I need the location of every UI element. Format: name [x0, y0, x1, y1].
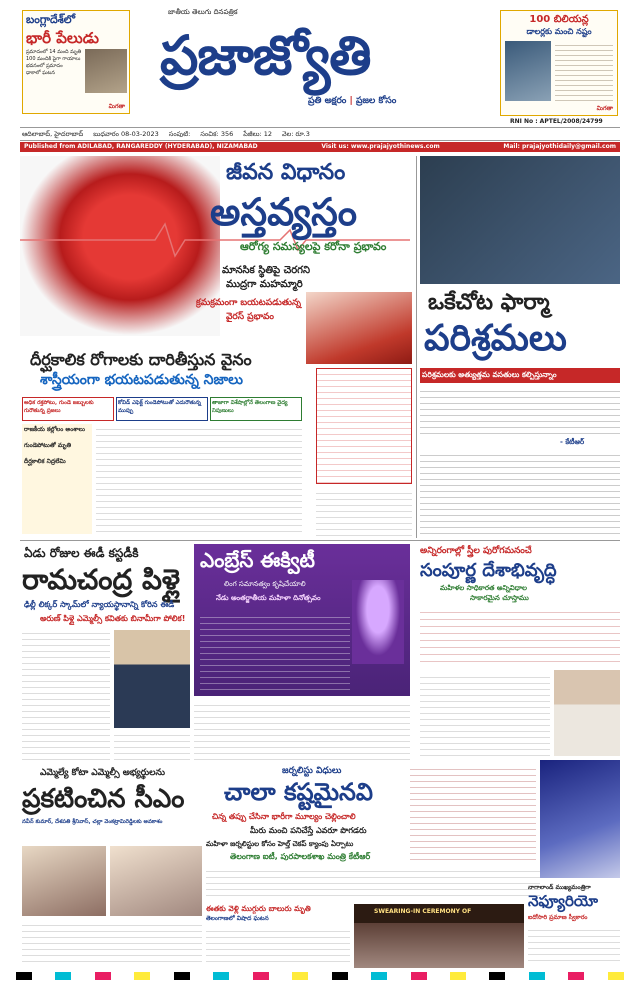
development-body — [420, 672, 550, 756]
swearing-in-photo — [354, 904, 524, 968]
more-tag[interactable]: మిగతా — [108, 103, 125, 110]
embrace-body-2 — [194, 700, 410, 760]
lead-deck-2: ముద్రగా మహమ్మారి — [226, 279, 303, 290]
left-teaser-headline: భారీ పేలుడు — [26, 29, 99, 47]
ed-subhead: ఢిల్లీ లిక్కర్ స్కామ్‌లో న్యాయస్థానాన్ని కోరిన ఈడీ — [24, 600, 175, 609]
journalists-kicker: జర్నలిస్టు విధులు — [282, 766, 342, 776]
lead-deck-4: వైరస్ ప్రభావం — [226, 312, 274, 322]
stage-banner: SWEARING-IN CEREMONY OF — [374, 908, 472, 915]
dateline-place: ఆదిలాబాద్, హైదరాబాద్ — [22, 130, 84, 138]
dateline-volume: సంపుటి: — [168, 130, 191, 138]
journalists-deck: మహిళా జర్నలిస్టుల కోసం హెల్త్ చెకప్ క్యాంపు ఏర్పాటు — [206, 840, 354, 848]
embrace-line-1: లింగ సమానత్వం కృషిచేయాలి — [224, 580, 306, 588]
published-strip — [20, 142, 620, 152]
pharma-headline[interactable]: పరిశ్రమలు — [424, 318, 567, 359]
lead-tab: తాజాగా విశేషాల్లోనే తెలంగాణ వైద్య నిపుణులు — [210, 397, 302, 421]
development-bullets — [420, 606, 620, 668]
dateline-bar — [20, 127, 620, 141]
bottom-story-2-body — [528, 925, 620, 963]
pharma-body-2 — [420, 450, 620, 536]
masthead-tagline: జాతీయ తెలుగు దినపత్రిక — [168, 8, 238, 16]
development-kicker: అన్నిరంగాల్లో స్త్రీల పురోగమనంచే — [420, 546, 532, 556]
slogan-divider: | — [349, 96, 353, 106]
bottom-story-2-sub: ఐదోసారి ప్రమాణ స్వీకారం — [528, 914, 588, 921]
embrace-headline[interactable]: ఎంబ్రేస్ ఈక్విటీ — [200, 548, 315, 572]
journalists-subhead-2: మీరు మంచి పనిచేస్తే ఎవరూ పొగడరు — [250, 826, 367, 835]
journalists-byline: తెలంగాణ ఐటీ, పురపాలకశాఖ మంత్రి కేటీఆర్ — [230, 852, 371, 861]
lead-headline[interactable]: అస్తవ్యస్తం — [210, 190, 358, 234]
journalists-right-text — [410, 764, 536, 862]
dateline-pages: పేజీలు: 12 — [243, 130, 272, 138]
right-teaser-subhead: డాలర్లకు మంచి నష్టం — [526, 27, 592, 36]
lead-deck-1: మానసిక స్థితిపై చెరగని — [222, 265, 311, 276]
pharma-quote: - కేటీఆర్ — [560, 438, 585, 446]
embrace-line-2: నేడు అంతర్జాతీయ మహిళా దినోత్సవం — [216, 594, 321, 602]
masthead-slogan — [308, 96, 396, 108]
lead-kicker: జీవన విధానం — [226, 160, 346, 185]
lead-body-text-2 — [316, 488, 412, 538]
development-subhead-2: సాకారమైన చూస్తాము — [470, 594, 529, 602]
development-subhead: మహిళల సాధికారత అన్నివిధాల — [440, 584, 528, 592]
cm-photo-2 — [110, 846, 202, 916]
masthead-title[interactable]: ప్రజాజ్యోతి — [160, 24, 371, 87]
pharma-subhead: పరిశ్రమలకు అత్యుత్తమ వసతులు కల్పిస్తున్నాం — [420, 368, 620, 383]
more-tag[interactable]: మిగతా — [596, 105, 613, 112]
rni-number: RNI No : APTEL/2008/24799 — [510, 118, 603, 125]
lead-tab: కోవిడ్ ఎఫెక్ట్‌ గుండెపోటుతో ఎదురౌతున్న ముప్పు — [116, 397, 208, 421]
journalists-body — [206, 866, 540, 900]
bottom-story-2-headline: నెఫ్యూరియో — [528, 892, 599, 910]
bottom-story-1-sub: తెలంగాణలో విషాద ఘటన — [206, 915, 269, 922]
lead-headline-3: శాస్త్రీయంగా భయటపడుతున్న నిజాలు — [40, 372, 243, 388]
woman-chest-pain-photo — [306, 292, 412, 364]
embrace-body — [200, 612, 350, 692]
pillai-photo — [114, 630, 190, 728]
ktr-stage-photo — [540, 760, 620, 878]
lead-tabs — [22, 397, 302, 421]
cm-photo-1 — [22, 846, 106, 916]
lead-sidebar-box — [316, 368, 412, 484]
left-teaser[interactable] — [22, 10, 130, 114]
journalists-subhead: చిన్న తప్పు చేసినా భారీగా మూల్యం చెల్లించాలి — [212, 812, 356, 821]
callout-item: రాజకీయ కల్లోలం అంశాలు — [24, 426, 85, 433]
published-from: Published from ADILABAD, RANGAREDDY (HYDERABAD), NIZAMABAD — [24, 143, 258, 150]
development-headline[interactable]: సంపూర్ణ దేశాభివృద్ధి — [420, 560, 557, 581]
dateline-issue: సంచిక: 356 — [200, 130, 234, 138]
right-teaser-headline: 100 బిలియన్ల — [529, 14, 589, 25]
journalists-headline[interactable]: చాలా కష్టమైనవి — [224, 778, 373, 806]
pharma-body — [420, 386, 620, 436]
lead-tab: అధిక రక్తపోటు, గుండె జబ్బులకు గురౌతున్న ప్రజలు — [22, 397, 114, 421]
slogan-right: ప్రజల కోసం — [355, 96, 397, 106]
ed-headline[interactable]: రామచంద్ర పిళ్లై — [22, 563, 180, 596]
mlc-headline[interactable]: ప్రకటించిన సీఎం — [22, 784, 185, 814]
lead-callouts — [22, 424, 92, 534]
dateline-price: వెల: రూ.3 — [282, 130, 310, 138]
mlc-body — [22, 920, 202, 964]
left-teaser-line: ప్రమాదంలో 14 మంది మృతి — [26, 49, 82, 55]
ed-deck: అరుణ్ పిళ్లై ఎమ్మెల్సీ కవితకు బినామీగా పోలిక! — [40, 614, 186, 623]
registration-marks — [0, 972, 640, 982]
section-divider — [20, 540, 620, 541]
lead-subhead: ఆరోగ్య సమస్యలపై కరోనా ప్రభావం — [240, 240, 387, 253]
right-teaser-body — [555, 41, 613, 103]
pharma-event-photo — [420, 156, 620, 284]
callout-item: దీర్ఘకాలిక నిద్రలేమి — [24, 458, 66, 465]
women-illustration — [352, 580, 404, 664]
left-teaser-line: భవనంలో ప్రమాదం — [26, 63, 63, 69]
bottom-story-1-body — [206, 926, 350, 962]
mlc-kicker: ఎమ్మెల్యే కోటా ఎమ్మెల్సీ అభ్యర్థులను — [40, 768, 165, 778]
left-teaser-line: 100 మందికి పైగా గాయాలు — [26, 56, 81, 62]
lead-deck-3: క్రమక్రమంగా బయటపడుతున్న — [196, 298, 301, 308]
bottom-story-2[interactable] — [528, 884, 620, 968]
dateline-date: బుధవారం 08-03-2023 — [93, 130, 159, 138]
ed-body — [22, 628, 110, 760]
callout-item: గుండెపోటుతో మృతి — [24, 442, 72, 449]
left-teaser-line: ఢాకాలో ఘటన — [26, 70, 55, 76]
right-teaser-photo — [505, 41, 551, 101]
lead-body-text — [96, 424, 302, 536]
lead-headline-2[interactable]: దీర్ఘకాలిక రోగాలకు దారితీస్తున వైనం — [30, 350, 252, 369]
column-divider — [416, 156, 417, 538]
slogan-left: ప్రతి అక్షరం — [308, 96, 347, 106]
bottom-story-1[interactable] — [206, 904, 350, 966]
website-link[interactable]: Visit us: www.prajajyothinews.com — [321, 143, 440, 150]
left-teaser-photo — [85, 49, 127, 93]
left-teaser-kicker: బంగ్లాదేశ్‌లో — [26, 13, 76, 26]
pharma-kicker: ఒకేచోట ఫార్మా — [428, 290, 550, 315]
ed-body-2 — [114, 730, 190, 760]
kcr-photo — [554, 670, 620, 756]
right-teaser[interactable] — [500, 10, 618, 116]
mlc-deck: నవీన్ కుమార్, దేశపతి శ్రీనివాస్, చల్లా వెంకట్రామిరెడ్డిలకు అవకాశం — [22, 819, 163, 825]
mail-link[interactable]: Mail: prajajyothidaily@gmail.com — [503, 143, 616, 150]
ed-kicker: ఏడు రోజుల ఈడీ కస్టడీకి — [24, 546, 139, 560]
bottom-story-1-headline: ఈతకు వెళ్లి ముగ్గురు బాలురు మృతి — [206, 904, 311, 913]
bottom-story-2-kicker: నాగాలాండ్ ముఖ్యమంత్రిగా — [528, 884, 591, 891]
